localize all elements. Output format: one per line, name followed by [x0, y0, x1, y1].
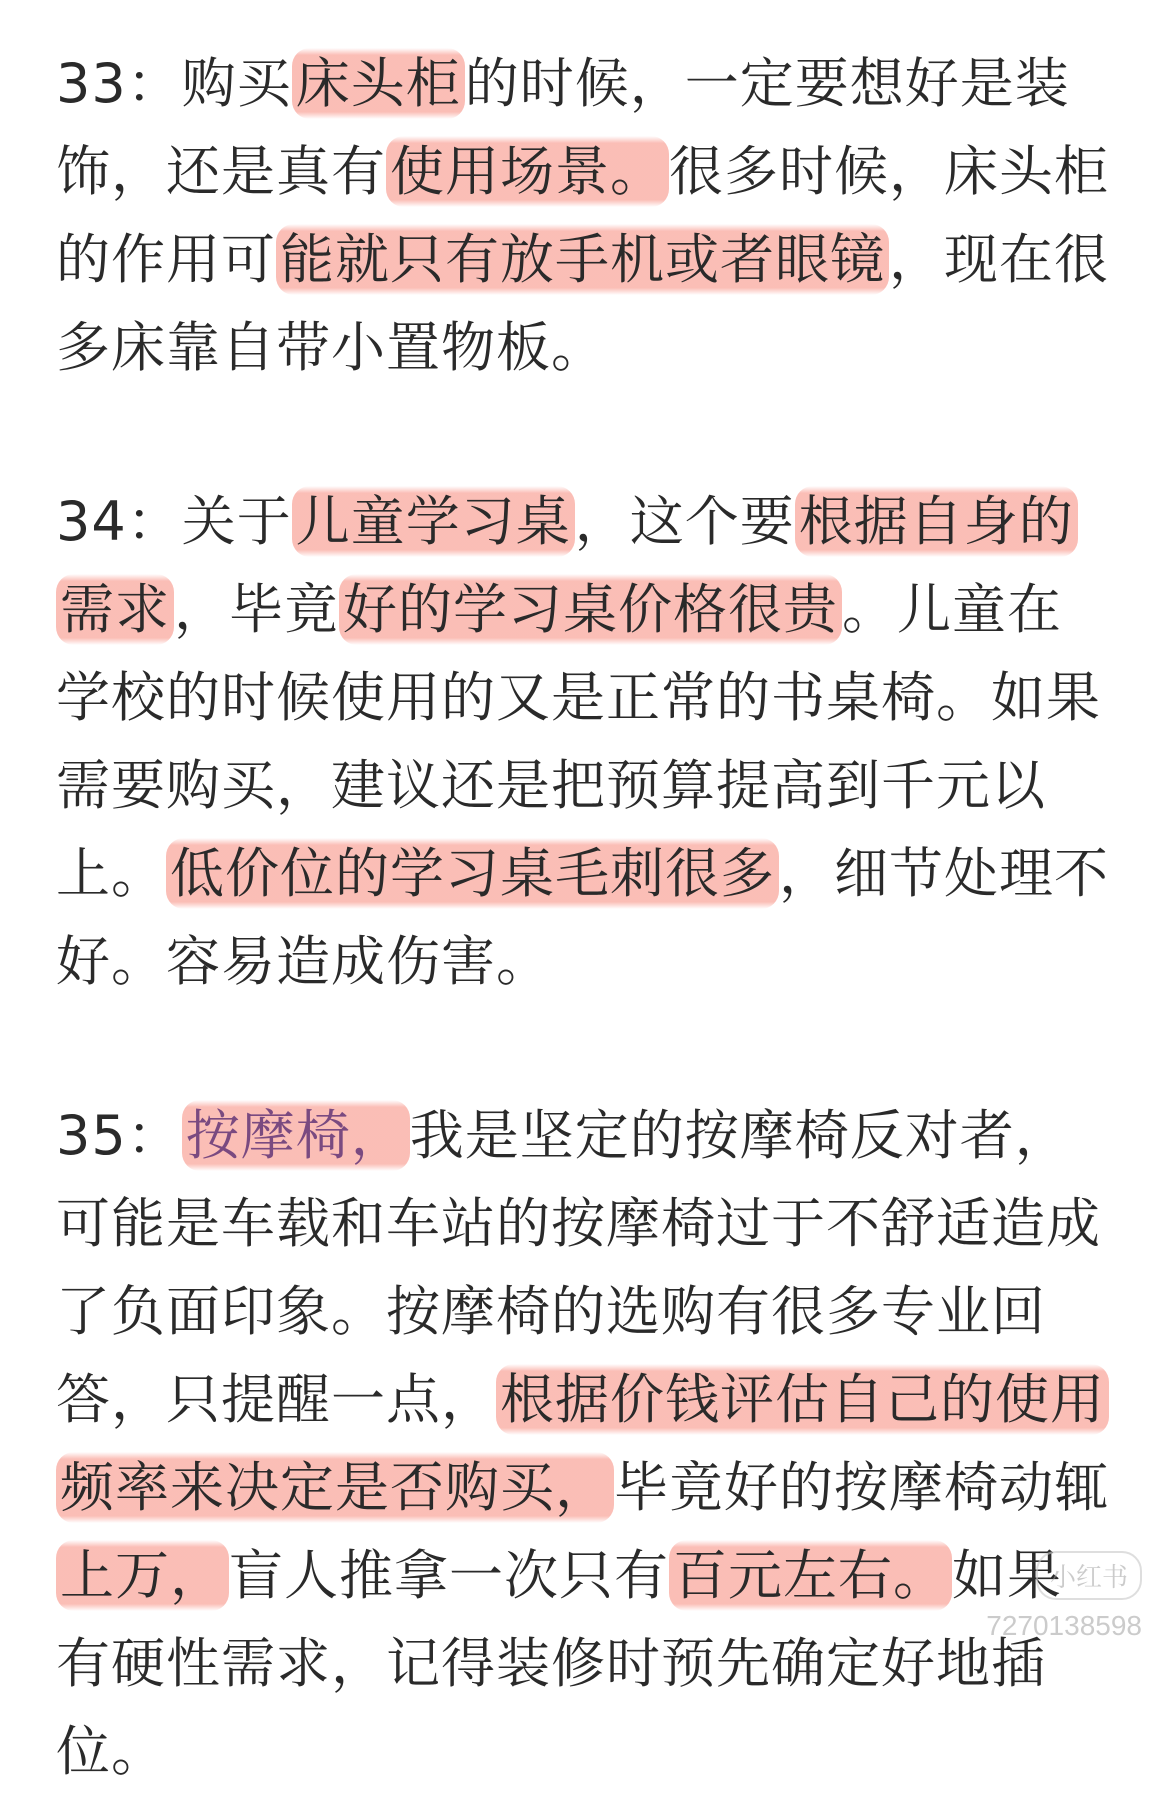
segment: 的时候，一定要想好是装饰，还是真有 — [56, 52, 1070, 203]
paragraph-33 — [56, 40, 1116, 392]
segment: 。儿童在学校的时候使用的又是正常的书桌椅。如果需要购买，建议还是把预算提高到千元以上。 — [56, 578, 1101, 905]
segment: 盲人推拿一次只有 — [229, 1544, 669, 1607]
watermark — [986, 1551, 1142, 1642]
segment: 我是坚定的按摩椅反对者，可能是车载和车站的按摩椅过于不舒适造成了负面印象。按摩椅的选购有很多专业回答，只提醒一点， — [56, 1104, 1101, 1431]
highlight: 使用场景。 — [386, 136, 669, 207]
highlight: 上万， — [56, 1540, 229, 1611]
segment: 很多时候，床头柜的作用可 — [56, 140, 1109, 291]
segment: ，细节处理不好。容易造成伤害。 — [56, 842, 1109, 993]
highlight: 按摩椅， — [182, 1100, 410, 1171]
highlight: 根据价钱评估自己的使用频率来决定是否购买， — [56, 1364, 1109, 1523]
segment: ，毕竟 — [174, 578, 339, 641]
highlight: 百元左右。 — [669, 1540, 952, 1611]
segment: 毕竟好的按摩椅动辄 — [614, 1456, 1109, 1519]
highlight: 儿童学习桌 — [292, 486, 575, 557]
segment: 35： — [56, 1104, 182, 1167]
paragraph-gap — [56, 1006, 1116, 1092]
paragraph-35 — [56, 1092, 1116, 1796]
highlight: 床头柜 — [292, 48, 465, 119]
segment: 如果有硬性需求，记得装修时预先确定好地插位。 — [56, 1544, 1062, 1783]
watermark-logo: 小红书 — [1036, 1551, 1142, 1600]
paragraph-34 — [56, 478, 1116, 1006]
note-body — [56, 40, 1116, 1796]
segment: ，这个要 — [574, 490, 795, 553]
paragraph-gap — [56, 392, 1116, 478]
segment: 33：购买 — [56, 52, 292, 115]
highlight: 根据自身的需求 — [56, 486, 1078, 645]
highlight: 好的学习桌价格很贵 — [339, 574, 842, 645]
highlight: 低价位的学习桌毛刺很多 — [166, 838, 779, 909]
watermark-id: 7270138598 — [986, 1610, 1142, 1641]
highlight: 能就只有放手机或者眼镜 — [276, 224, 889, 295]
segment: ，现在很多床靠自带小置物板。 — [56, 228, 1109, 379]
segment: 34：关于 — [56, 490, 292, 553]
